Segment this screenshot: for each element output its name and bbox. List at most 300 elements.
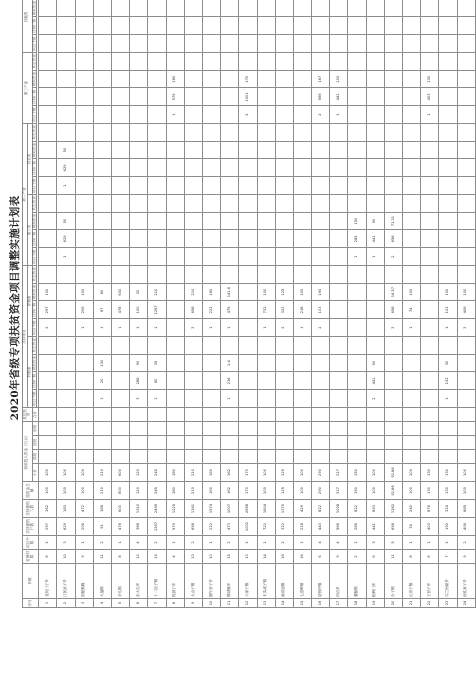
row-provincial — [275, 450, 293, 464]
row-breeding-cell — [366, 301, 384, 319]
header-beneficiary-people: 扶持建档人数 — [23, 500, 39, 518]
row-village-count: 6 — [421, 550, 439, 564]
row-breeding-cell: 2 — [457, 319, 475, 337]
row-other-cell — [366, 17, 384, 35]
table-row — [166, 0, 184, 608]
row-subtotal: 92.88 — [384, 464, 402, 482]
row-village-count: 13 — [239, 550, 257, 564]
row-other-cell — [39, 17, 57, 35]
row-town: 王营子乡 — [421, 564, 439, 599]
row-town: 江民泉子乡 — [57, 564, 75, 599]
row-tertiary-cell — [384, 88, 402, 106]
row-tertiary-cell — [75, 106, 93, 124]
row-town: 六家子镇 — [239, 564, 257, 599]
row-breeding-cell — [330, 319, 348, 337]
row-tertiary-cell — [202, 106, 220, 124]
row-town: 桃源子乡 — [166, 564, 184, 599]
row-other-funds — [148, 408, 166, 422]
header-sub-cell: 财政资金 — [31, 284, 36, 300]
row-breeding-cell: 100 — [403, 283, 421, 301]
row-tertiary-cell: 441 — [330, 88, 348, 106]
row-processing-cell — [75, 195, 93, 213]
row-project-count: 2 — [148, 536, 166, 550]
row-capital: 100 — [257, 482, 275, 500]
row-breeding-cell: 1 — [93, 319, 111, 337]
row-processing-cell — [166, 212, 184, 230]
row-municipal — [403, 422, 421, 436]
row-processing-cell — [439, 230, 457, 248]
row-tertiary-cell — [275, 88, 293, 106]
row-tertiary-cell — [348, 106, 366, 124]
row-tertiary-cell — [221, 88, 239, 106]
row-breeding-cell — [457, 266, 475, 284]
row-fiscal: 600 — [112, 500, 130, 518]
row-breeding-cell: 141.6 — [221, 283, 239, 301]
row-processing-cell: 71.31 — [384, 212, 402, 230]
row-tertiary-cell — [93, 53, 111, 71]
row-processing-cell: 1 — [366, 248, 384, 266]
row-processing-cell — [330, 212, 348, 230]
row-planting-cell: 1 — [221, 390, 239, 408]
row-planting-cell — [330, 390, 348, 408]
row-municipal — [366, 422, 384, 436]
row-planting-cell — [112, 354, 130, 372]
row-subtotal: 100 — [293, 464, 311, 482]
row-tertiary-cell — [457, 70, 475, 88]
table-row — [257, 0, 275, 608]
row-tertiary-cell — [439, 70, 457, 88]
row-planting-cell — [112, 390, 130, 408]
row-processing-cell — [457, 212, 475, 230]
row-subtotal: 317 — [330, 464, 348, 482]
row-fiscal: 1310 — [130, 500, 148, 518]
row-other-cell — [257, 35, 275, 53]
row-capital: 180 — [166, 482, 184, 500]
row-processing-cell — [130, 212, 148, 230]
row-processing-cell — [57, 195, 75, 213]
row-other-industry-cell — [403, 177, 421, 195]
header-secondary-industry: 第二产业 — [23, 124, 28, 266]
table-row — [330, 0, 348, 608]
header-sub-cell: 扶持户数 — [31, 231, 36, 247]
row-processing-cell — [312, 212, 330, 230]
row-county — [275, 436, 293, 450]
row-planting-cell — [293, 372, 311, 390]
row-planting-cell — [166, 337, 184, 355]
row-tertiary-cell — [457, 106, 475, 124]
row-municipal — [184, 422, 202, 436]
row-tertiary-cell — [75, 70, 93, 88]
row-breeding-cell — [75, 266, 93, 284]
row-processing-cell — [403, 212, 421, 230]
row-other-industry-cell — [75, 177, 93, 195]
row-planting-cell: 50 — [366, 354, 384, 372]
row-breeding-cell: 478 — [112, 301, 130, 319]
row-planting-cell: 1 — [439, 390, 457, 408]
row-processing-cell: 1 — [348, 248, 366, 266]
row-capital: 125 — [275, 482, 293, 500]
row-provincial — [239, 450, 257, 464]
row-tertiary-cell — [130, 70, 148, 88]
row-town: 瓦房子镇 — [403, 564, 421, 599]
row-seq: 16 — [312, 599, 330, 608]
header-fiscal-input: 财政投入资金（万元） — [23, 422, 33, 482]
row-municipal — [384, 422, 402, 436]
row-other-funds — [166, 408, 184, 422]
row-other-industry-cell — [330, 159, 348, 177]
row-other-industry-cell — [166, 124, 184, 142]
row-planting-cell: 1 — [148, 390, 166, 408]
row-provincial — [330, 450, 348, 464]
row-households: 478 — [112, 518, 130, 536]
row-breeding-cell: 1 — [257, 319, 275, 337]
row-households: 91 — [93, 518, 111, 536]
table-row — [93, 0, 111, 608]
row-breeding-cell — [166, 283, 184, 301]
header-subtotal: 小计 — [32, 464, 39, 482]
row-tertiary-cell — [257, 53, 275, 71]
row-town: 酒厦郵碗 — [75, 564, 93, 599]
row-municipal — [293, 422, 311, 436]
row-other-cell — [384, 17, 402, 35]
row-capital: 130 — [421, 482, 439, 500]
row-planting-cell — [257, 372, 275, 390]
row-fiscal: 1161 — [184, 500, 202, 518]
row-seq: 9 — [184, 599, 202, 608]
row-planting-cell — [202, 337, 220, 355]
row-tertiary-cell — [293, 53, 311, 71]
row-processing-cell — [130, 195, 148, 213]
row-town: 清河坪镇 — [312, 564, 330, 599]
row-other-industry-cell — [330, 141, 348, 159]
row-processing-cell — [257, 212, 275, 230]
row-processing-cell — [293, 248, 311, 266]
row-village-count: 6 — [366, 550, 384, 564]
row-processing-cell: 1 — [57, 248, 75, 266]
row-other-cell — [75, 17, 93, 35]
row-county — [239, 436, 257, 450]
row-breeding-cell: 100 — [130, 301, 148, 319]
row-tertiary-cell — [75, 53, 93, 71]
row-other-industry-cell — [93, 177, 111, 195]
row-subtotal: 162 — [221, 464, 239, 482]
row-other-industry-cell — [184, 177, 202, 195]
row-other-cell — [384, 0, 402, 17]
row-tertiary-cell — [184, 88, 202, 106]
row-subtotal: 100 — [403, 464, 421, 482]
row-town: 四合乡 — [330, 564, 348, 599]
header-capital-input: 投资金总额 — [23, 482, 39, 500]
row-tertiary-cell — [112, 88, 130, 106]
row-planting-cell — [184, 337, 202, 355]
row-tertiary-cell — [202, 70, 220, 88]
row-other-funds — [112, 408, 130, 422]
row-other-cell — [421, 17, 439, 35]
row-other-funds — [293, 408, 311, 422]
row-subtotal: 100 — [366, 464, 384, 482]
row-planting-cell — [257, 354, 275, 372]
row-village-count: 7 — [439, 550, 457, 564]
row-planting-cell — [75, 354, 93, 372]
row-other-industry-cell — [439, 141, 457, 159]
row-capital: 290 — [312, 482, 330, 500]
row-town: 大山子镇 — [184, 564, 202, 599]
row-project-count: 3 — [366, 536, 384, 550]
row-other-industry-cell — [221, 177, 239, 195]
row-processing-cell — [148, 195, 166, 213]
row-provincial — [57, 450, 75, 464]
row-planting-cell — [202, 372, 220, 390]
row-tertiary-cell — [384, 106, 402, 124]
row-planting-cell — [403, 372, 421, 390]
row-fiscal: 2495 — [148, 500, 166, 518]
row-other-cell — [221, 0, 239, 17]
row-other-industry-cell — [75, 124, 93, 142]
row-planting-cell — [39, 390, 57, 408]
row-other-cell — [312, 0, 330, 17]
row-other-industry-cell — [312, 141, 330, 159]
row-project-count: 5 — [384, 536, 402, 550]
row-processing-cell — [239, 212, 257, 230]
row-breeding-cell: 1 — [403, 319, 421, 337]
row-subtotal: 150 — [348, 464, 366, 482]
row-municipal — [75, 422, 93, 436]
header-planting: 种植业 — [27, 337, 32, 408]
row-other-industry-cell — [39, 177, 57, 195]
row-planting-cell — [184, 354, 202, 372]
row-capital: 170 — [239, 482, 257, 500]
row-other-cell — [257, 17, 275, 35]
row-households: 722 — [257, 518, 275, 536]
row-other-industry-cell — [275, 177, 293, 195]
row-tertiary-cell — [39, 53, 57, 71]
row-other-industry-cell — [330, 124, 348, 142]
row-breeding-cell — [148, 266, 166, 284]
row-tertiary-cell — [457, 88, 475, 106]
row-households: 658 — [384, 518, 402, 536]
row-village-count: 4 — [166, 550, 184, 564]
row-capital: 600 — [112, 482, 130, 500]
row-other-cell — [112, 35, 130, 53]
row-county — [184, 436, 202, 450]
header-breeding: 养殖业 — [27, 266, 32, 337]
row-planting-cell — [384, 354, 402, 372]
row-breeding-cell: 475 — [221, 301, 239, 319]
row-planting-cell — [457, 390, 475, 408]
row-other-industry-cell — [312, 159, 330, 177]
row-other-cell — [75, 0, 93, 17]
row-processing-cell — [275, 195, 293, 213]
row-subtotal: 130 — [421, 464, 439, 482]
row-processing-cell — [93, 230, 111, 248]
header-sub-cell: 财政资金 — [31, 213, 36, 229]
row-processing-cell — [439, 195, 457, 213]
row-planting-cell — [330, 337, 348, 355]
row-processing-cell — [312, 230, 330, 248]
header-sub-cell: 其它资金 — [31, 267, 36, 282]
row-planting-cell — [293, 337, 311, 355]
row-tertiary-cell — [257, 70, 275, 88]
row-other-industry-cell — [439, 124, 457, 142]
row-other-industry-cell: 1 — [57, 177, 75, 195]
row-tertiary-cell — [112, 70, 130, 88]
row-other-cell — [202, 35, 220, 53]
row-other-funds — [57, 408, 75, 422]
table-body — [39, 0, 476, 608]
row-planting-cell: 3 — [130, 390, 148, 408]
row-project-count: 4 — [330, 536, 348, 550]
row-project-count: 1 — [166, 536, 184, 550]
row-tertiary-cell — [384, 70, 402, 88]
row-planting-cell — [421, 354, 439, 372]
row-other-cell — [239, 35, 257, 53]
row-seq: 14 — [275, 599, 293, 608]
row-processing-cell: 629 — [57, 230, 75, 248]
row-other-cell — [330, 35, 348, 53]
table-row — [384, 0, 402, 608]
row-other-cell — [112, 0, 130, 17]
row-other-industry-cell — [93, 141, 111, 159]
row-subtotal: 120 — [130, 464, 148, 482]
row-other-industry-cell — [421, 159, 439, 177]
row-municipal — [312, 422, 330, 436]
row-breeding-cell — [239, 283, 257, 301]
row-municipal — [221, 422, 239, 436]
row-processing-cell: 658 — [384, 230, 402, 248]
row-households: 443 — [312, 518, 330, 536]
row-tertiary-cell — [166, 53, 184, 71]
table-header — [23, 0, 39, 608]
row-tertiary-cell: 2 — [239, 106, 257, 124]
row-seq: 8 — [166, 599, 184, 608]
row-other-cell — [148, 0, 166, 17]
row-other-funds — [257, 408, 275, 422]
row-other-industry-cell — [184, 141, 202, 159]
row-other-industry-cell — [293, 177, 311, 195]
table-row — [348, 0, 366, 608]
row-processing-cell — [39, 195, 57, 213]
row-provincial — [148, 450, 166, 464]
row-other-funds — [221, 408, 239, 422]
header-sub-cell: 项目个数 — [31, 391, 36, 406]
row-other-industry-cell — [457, 159, 475, 177]
row-planting-cell: 90 — [130, 354, 148, 372]
row-planting-cell — [257, 337, 275, 355]
row-processing-cell — [421, 212, 439, 230]
row-planting-cell — [330, 354, 348, 372]
row-provincial — [312, 450, 330, 464]
row-tertiary-cell: 200 — [330, 70, 348, 88]
row-other-funds — [439, 408, 457, 422]
row-other-cell — [457, 17, 475, 35]
row-county — [312, 436, 330, 450]
row-tertiary-cell — [366, 106, 384, 124]
row-municipal — [112, 422, 130, 436]
row-processing-cell — [421, 248, 439, 266]
row-fiscal: 1007 — [221, 500, 239, 518]
row-processing-cell — [93, 212, 111, 230]
row-provincial — [439, 450, 457, 464]
header-total: 合计 — [32, 408, 39, 422]
row-other-cell — [403, 0, 421, 17]
row-planting-cell — [275, 390, 293, 408]
row-other-industry-cell — [148, 141, 166, 159]
row-tertiary-cell — [439, 106, 457, 124]
row-tertiary-cell — [330, 53, 348, 71]
row-other-cell — [93, 35, 111, 53]
row-project-count: 1 — [257, 536, 275, 550]
row-processing-cell — [239, 195, 257, 213]
row-other-cell — [275, 35, 293, 53]
row-processing-cell: 285 — [348, 230, 366, 248]
row-other-industry-cell — [39, 124, 57, 142]
row-processing-cell — [39, 248, 57, 266]
row-breeding-cell: 74 — [403, 301, 421, 319]
row-town: 木头城子镇 — [257, 564, 275, 599]
header-town: 乡镇 — [23, 564, 39, 599]
row-tertiary-cell — [93, 70, 111, 88]
row-planting-cell — [75, 390, 93, 408]
row-tertiary-cell: 566 — [312, 88, 330, 106]
row-households: 297 — [39, 518, 57, 536]
row-municipal — [421, 422, 439, 436]
row-breeding-cell: 2 — [184, 319, 202, 337]
row-other-industry-cell — [148, 159, 166, 177]
row-county — [57, 436, 75, 450]
row-other-cell — [75, 35, 93, 53]
row-households: 192 — [439, 518, 457, 536]
row-tertiary-cell: 1 — [421, 106, 439, 124]
row-provincial — [93, 450, 111, 464]
row-processing-cell — [39, 230, 57, 248]
row-fiscal: 1604 — [257, 500, 275, 518]
table-row — [366, 0, 384, 608]
row-planting-cell — [293, 354, 311, 372]
row-tertiary-cell — [221, 70, 239, 88]
row-other-funds — [275, 408, 293, 422]
row-breeding-cell — [57, 319, 75, 337]
row-breeding-cell: 1 — [130, 319, 148, 337]
row-other-industry-cell — [421, 141, 439, 159]
row-planting-cell — [112, 337, 130, 355]
row-planting-cell — [384, 390, 402, 408]
row-planting-cell — [57, 372, 75, 390]
row-tertiary-cell — [221, 53, 239, 71]
row-other-cell — [348, 35, 366, 53]
row-breeding-cell — [93, 266, 111, 284]
row-other-cell — [457, 0, 475, 17]
row-seq: 20 — [384, 599, 402, 608]
row-other-industry-cell — [348, 141, 366, 159]
row-other-industry-cell — [312, 124, 330, 142]
row-planting-cell — [457, 337, 475, 355]
row-processing-cell — [257, 195, 275, 213]
row-breeding-cell — [348, 266, 366, 284]
row-breeding-cell — [166, 266, 184, 284]
row-town: 十二道子镇 — [148, 564, 166, 599]
row-other-cell — [166, 35, 184, 53]
row-seq: 21 — [403, 599, 421, 608]
row-planting-cell — [184, 372, 202, 390]
row-other-cell — [366, 0, 384, 17]
row-seq: 5 — [112, 599, 130, 608]
row-breeding-cell: 190 — [312, 283, 330, 301]
row-tertiary-cell — [148, 53, 166, 71]
row-other-cell — [57, 17, 75, 35]
row-other-industry-cell — [166, 159, 184, 177]
row-tertiary-cell: 1001 — [239, 88, 257, 106]
row-subtotal: 170 — [239, 464, 257, 482]
